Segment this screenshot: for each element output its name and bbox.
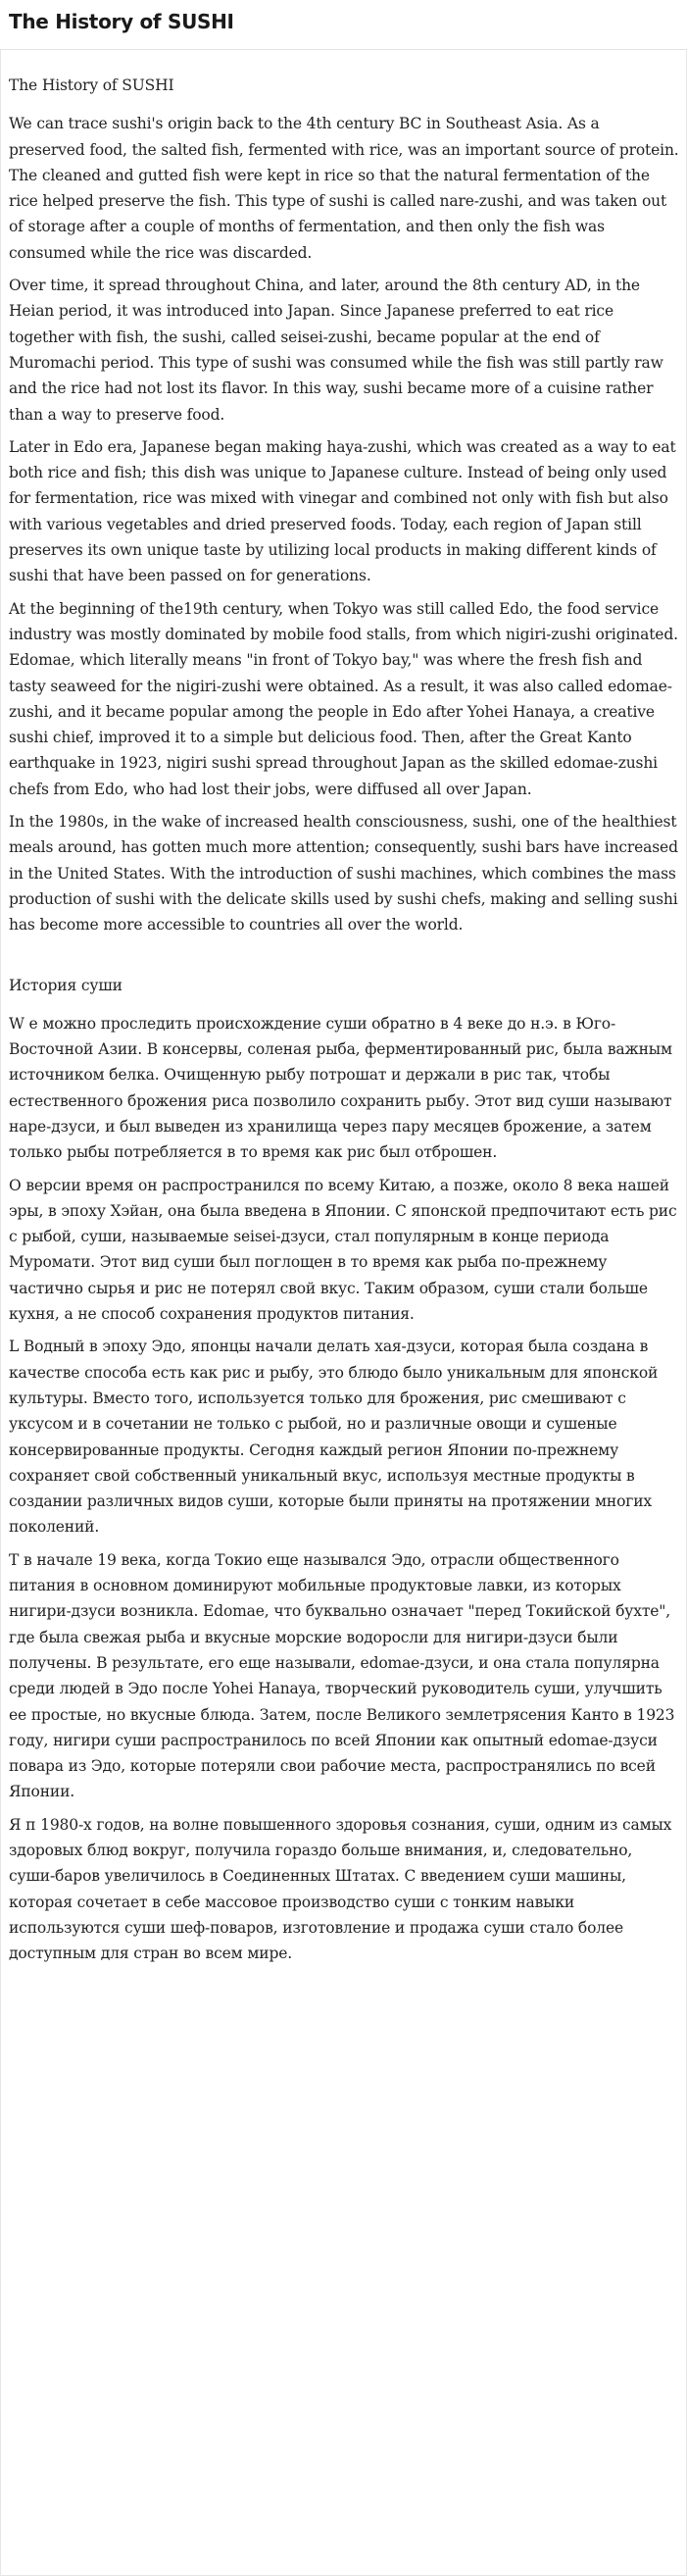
page-title: The History of SUSHI	[9, 10, 234, 33]
russian-paragraph-5: Я п 1980-х годов, на волне повышенного здоровья сознания, суши, одним из самых здоровых блюд вокруг, получила гораздо больше внимания, и, следовательно, суши-баров увеличилось в Соединенных Штатах. С введением суши машины, которая сочетает в себе массовое производство суши с тонким навыки используются суши шеф-поваров, изготовление и продажа суши стало более доступным для стран во всем мире.	[9, 1815, 672, 1963]
english-paragraph-2: Over time, it spread throughout China, and later, around the 8th century AD, in the Heian period, it was introduced into Japan. Since Japanese preferred to eat rice together with fish, the sushi, called seisei-zushi, became popular at the end of Muromachi period. This type of sushi was consumed while the fish was still partly raw and the rice had not lost its flavor. In this way, sushi became more of a cuisine rather than a way to preserve food.	[9, 277, 663, 424]
russian-paragraph-4: T в начале 19 века, когда Токио еще назывался Эдо, отрасли общественного питания в основном доминируют мобильные продуктовые лавки, из которых нигири-дзуси возникла. Edomae, что буквально означает "перед Токийской бухте", где была свежая рыба и вкусные морские водоросли для нигири-дзуси были получены. В результате, его еще называли, edomae-дзуси, и она стала популярна среди людей в Эдо после Yohei Hanaya, творческий руководитель суши, улучшить ее простые, но вкусные блюда. Затем, после Великого землетрясения Канто в 1923 году, нигири суши распространилось по всей Японии как опытный edomae-дзуси повара из Эдо, которые потеряли свои рабочие места, распространялись по всей Японии.	[9, 1550, 675, 1801]
english-paragraph-1: We can trace sushi's origin back to the 4th century BC in Southeast Asia. As a preserved food, the salted fish, fermented with rice, was an important source of protein. The cleaned and gutted fish were kept in rice so that the natural fermentation of the rice helped preserve the fish. This type of sushi is called nare-zushi, and was taken out of storage after a couple of months of fermentation, and then only the fish was consumed while the rice was discarded.	[9, 115, 679, 262]
russian-paragraph-3: L Водный в эпоху Эдо, японцы начали делать хая-дзуси, которая была создана в качестве способа есть как рис и рыбу, это блюдо было уникальным для японской культуры. Вместо того, используется только для брожения, рис смешивают с уксусом и в сочетании не только с рыбой, но и различные овощи и сушеные консервированные продукты. Сегодня каждый регион Японии по-прежнему сохраняет свой собственный уникальный вкус, используя местные продукты в создании различных видов суши, которые были приняты на протяжении многих поколений.	[9, 1338, 659, 1537]
english-section	[9, 73, 679, 938]
english-paragraph-3: Later in Edo era, Japanese began making haya-zushi, which was created as a way to eat both rice and fish; this dish was unique to Japanese culture. Instead of being only used for fermentation, rice was mixed with vinegar and combined not only with fish but also with various vegetables and dried preserved foods. Today, each region of Japan still preserves its own unique taste by utilizing local products in making different kinds of sushi that have been passed on for generations.	[9, 437, 676, 585]
russian-section	[9, 973, 679, 1967]
english-paragraph-5: In the 1980s, in the wake of increased health consciousness, sushi, one of the healthiest meals around, has gotten much more attention; consequently, sushi bars have increased in the United States. With the introduction of sushi machines, which combines the mass production of sushi with the delicate skills used by sushi chefs, making and selling sushi has become more accessible to countries all over the world.	[9, 813, 678, 934]
english-paragraph-4: At the beginning of the19th century, when Tokyo was still called Edo, the food service industry was mostly dominated by mobile food stalls, from which nigiri-zushi originated. Edomae, which literally means "in front of Tokyo bay," was where the fresh fish and tasty seaweed for the nigiri-zushi were obtained. As a result, it was also called edomae-zushi, and it became popular among the people in Edo after Yohei Hanaya, a creative sushi chief, improved it to a simple but delicious food. Then, after the Great Kanto earthquake in 1923, nigiri sushi spread throughout Japan as the skilled edomae-zushi chefs from Edo, who had lost their jobs, were diffused all over Japan.	[9, 599, 678, 798]
section-heading-english: The History of SUSHI	[9, 76, 174, 94]
section-heading-russian: История суши	[9, 976, 123, 994]
russian-paragraph-2: О версии время он распространился по всему Китаю, а позже, около 8 века нашей эры, в эпоху Хэйан, она была введена в Японии. С японской предпочитают есть рис с рыбой, суши, называемые seisei-дзуси, стал популярным в конце периода Муромати. Этот вид суши был поглощен в то время как рыба по-прежнему частично сырья и рис не потерял свой вкус. Таким образом, суши стали больше кухня, а не способ сохранения продуктов питания.	[9, 1176, 677, 1324]
article-body	[9, 73, 679, 1973]
russian-paragraph-1: W е можно проследить происхождение суши обратно в 4 веке до н.э. в Юго-Восточной Азии. В консервы, соленая рыба, ферментированный рис, была важным источником белка. Очищенную рыбу потрошат и держали в рис так, чтобы естественного брожения риса позволило сохранить рыбу. Этот вид суши называют наре-дзуси, и был выведен из хранилища через пару месяцев брожение, а затем только рыбы потребляется в то время как рис был отброшен.	[9, 1014, 672, 1162]
section-spacer	[9, 945, 679, 973]
